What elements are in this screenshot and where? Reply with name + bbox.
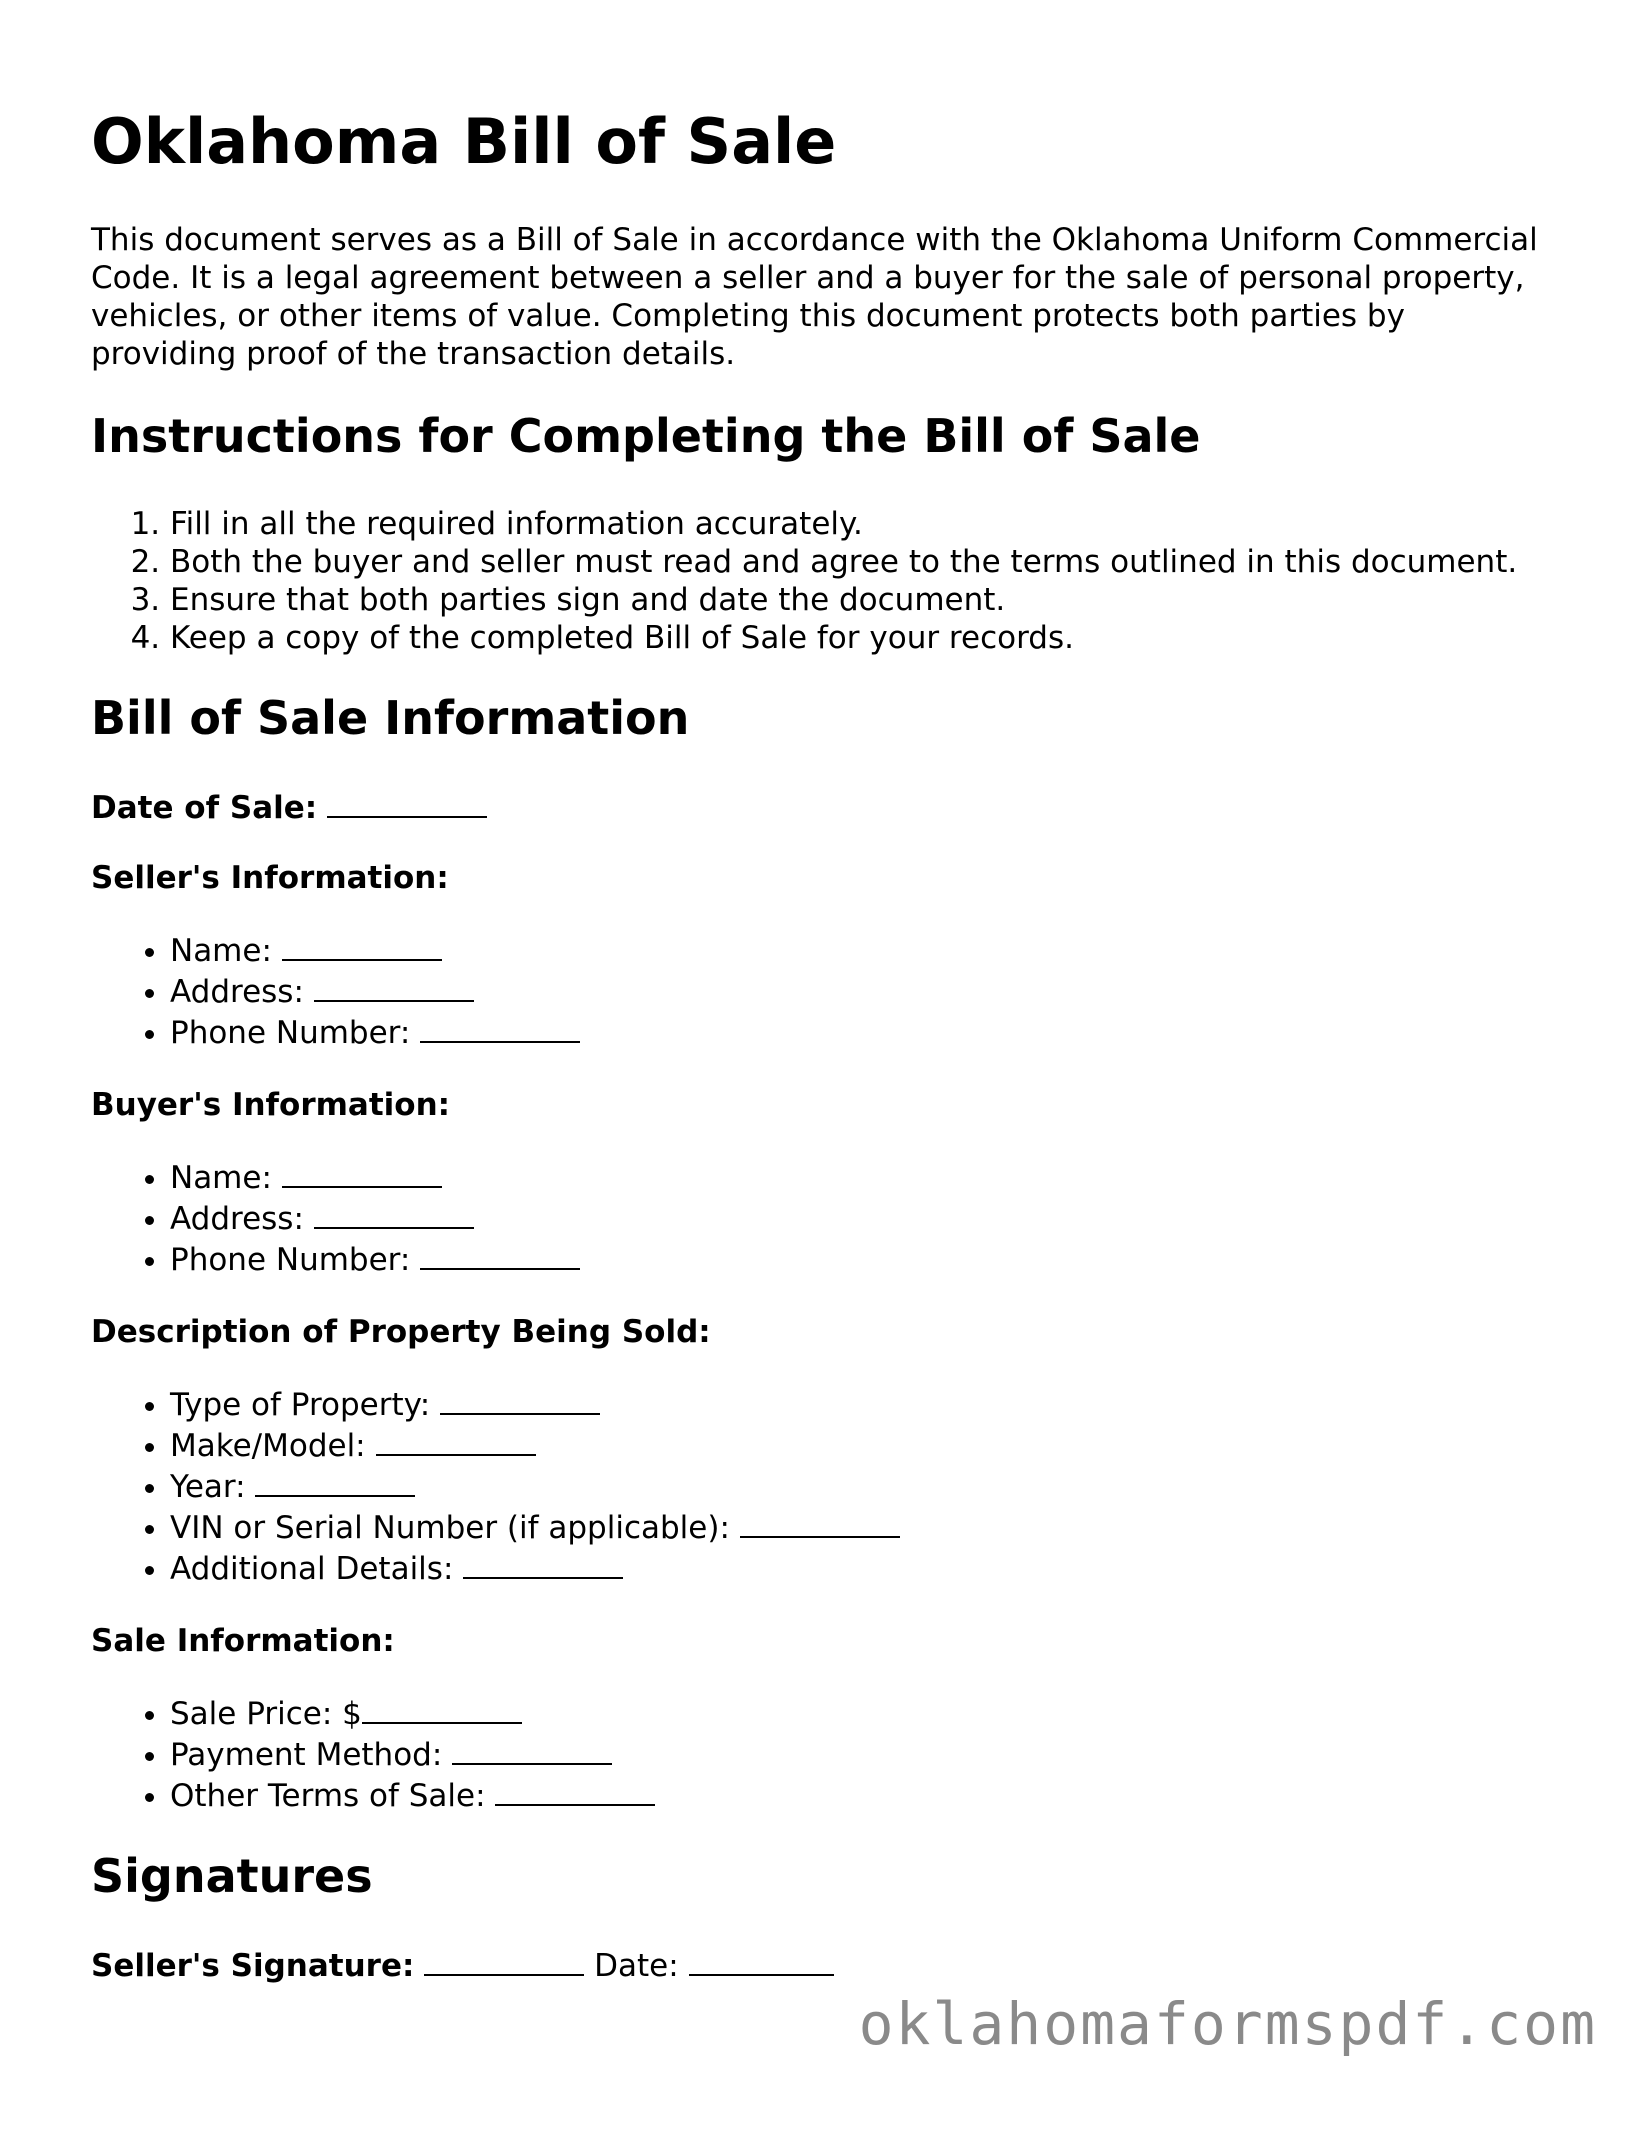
vin-blank[interactable] xyxy=(740,1506,900,1538)
payment-method-label: Payment Method: xyxy=(170,1736,443,1773)
property-description-label: Description of Property Being Sold: xyxy=(91,1313,711,1350)
list-item xyxy=(170,1774,1541,1815)
list-item xyxy=(170,1692,1541,1733)
signature-date-label: Date: xyxy=(594,1947,679,1984)
buyer-address-blank[interactable] xyxy=(314,1197,474,1229)
seller-address-label: Address: xyxy=(170,973,304,1010)
buyer-phone-blank[interactable] xyxy=(420,1238,580,1270)
seller-phone-blank[interactable] xyxy=(420,1011,580,1043)
seller-signature-field xyxy=(91,1944,1541,1985)
seller-address-blank[interactable] xyxy=(314,970,474,1002)
list-item xyxy=(170,1156,1541,1197)
additional-details-label: Additional Details: xyxy=(170,1550,454,1587)
buyer-info-list xyxy=(91,1156,1541,1279)
seller-info-list xyxy=(91,929,1541,1052)
buyer-info-label: Buyer's Information: xyxy=(91,1086,451,1123)
property-type-blank[interactable] xyxy=(440,1383,600,1415)
year-blank[interactable] xyxy=(255,1465,415,1497)
property-description-list xyxy=(91,1383,1541,1588)
list-item xyxy=(170,1383,1541,1424)
seller-phone-label: Phone Number: xyxy=(170,1014,411,1051)
seller-name-label: Name: xyxy=(170,932,272,969)
instruction-item: 3. Ensure that both parties sign and date the document. xyxy=(170,581,1541,619)
other-terms-label: Other Terms of Sale: xyxy=(170,1777,486,1814)
instruction-item: 2. Both the buyer and seller must read and agree to the terms outlined in this document. xyxy=(170,543,1541,581)
other-terms-blank[interactable] xyxy=(495,1774,655,1806)
list-item xyxy=(170,1238,1541,1279)
list-item xyxy=(170,970,1541,1011)
info-heading: Bill of Sale Information xyxy=(91,690,690,745)
sale-info-label: Sale Information: xyxy=(91,1622,395,1659)
signatures-heading: Signatures xyxy=(91,1848,373,1903)
seller-info-label: Seller's Information: xyxy=(91,859,449,896)
document-page xyxy=(91,105,1541,2017)
list-item xyxy=(170,1506,1541,1547)
additional-details-blank[interactable] xyxy=(463,1547,623,1579)
signature-date-blank[interactable] xyxy=(689,1944,834,1976)
vin-label: VIN or Serial Number (if applicable): xyxy=(170,1509,730,1546)
buyer-name-label: Name: xyxy=(170,1159,272,1196)
date-of-sale-blank[interactable] xyxy=(327,786,487,818)
list-item xyxy=(170,1465,1541,1506)
list-item xyxy=(170,1733,1541,1774)
list-item xyxy=(170,1424,1541,1465)
seller-signature-blank[interactable] xyxy=(424,1944,584,1976)
date-of-sale-field xyxy=(91,786,1541,827)
buyer-name-blank[interactable] xyxy=(282,1156,442,1188)
date-of-sale-label: Date of Sale: xyxy=(91,789,318,826)
sale-price-label: Sale Price: $ xyxy=(170,1695,362,1732)
seller-name-blank[interactable] xyxy=(282,929,442,961)
instruction-item: 4. Keep a copy of the completed Bill of Sale for your records. xyxy=(170,619,1541,657)
make-model-label: Make/Model: xyxy=(170,1427,366,1464)
list-item xyxy=(170,1011,1541,1052)
list-item xyxy=(170,1197,1541,1238)
document-title: Oklahoma Bill of Sale xyxy=(91,105,837,178)
property-type-label: Type of Property: xyxy=(170,1386,431,1423)
make-model-blank[interactable] xyxy=(376,1424,536,1456)
payment-method-blank[interactable] xyxy=(452,1733,612,1765)
intro-paragraph: This document serves as a Bill of Sale in accordance with the Oklahoma Uniform Commercial Code. It is a legal agreement between a seller and a buyer for the sale of personal property, vehicles, or other items of value. Completing this document protects both parties by providing proof of the transaction details. xyxy=(91,222,1538,373)
list-item xyxy=(170,1547,1541,1588)
watermark: oklahomaformspdf.com xyxy=(858,1990,1597,2058)
seller-signature-label: Seller's Signature: xyxy=(91,1947,415,1984)
instructions-list xyxy=(91,505,1541,657)
instruction-item: 1. Fill in all the required information accurately. xyxy=(170,505,1541,543)
list-item xyxy=(170,929,1541,970)
sale-info-list xyxy=(91,1692,1541,1815)
buyer-phone-label: Phone Number: xyxy=(170,1241,411,1278)
sale-price-blank[interactable] xyxy=(362,1692,522,1724)
year-label: Year: xyxy=(170,1468,246,1505)
instructions-heading: Instructions for Completing the Bill of Sale xyxy=(91,409,1201,464)
buyer-address-label: Address: xyxy=(170,1200,304,1237)
